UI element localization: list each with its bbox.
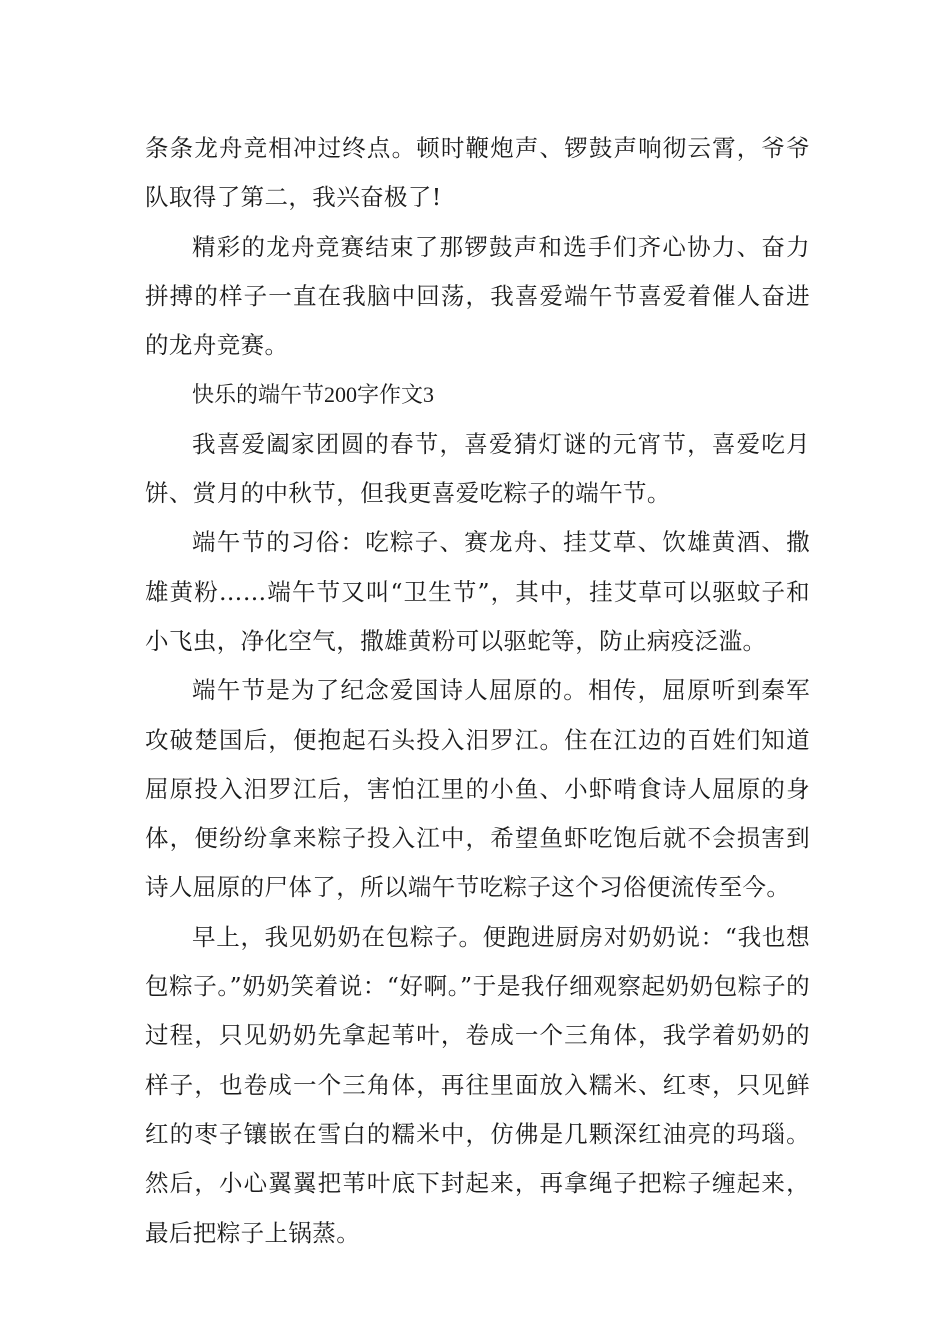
paragraph: 早上，我见奶奶在包粽子。便跑进厨房对奶奶说：“我也想包粽子。”奶奶笑着说：“好啊。”于是我仔细观察起奶奶包粽子的过程，只见奶奶先拿起苇叶，卷成一个三角体，我学着奶奶的样子，也卷成一个三角体，再往里面放入糯米、红枣，只见鲜红的枣子镶嵌在雪白的糯米中，仿佛是几颗深红油亮的玛瑙。然后，小心翼翼把苇叶底下封起来，再拿绳子把粽子缠起来，最后把粽子上锅蒸。	[145, 922, 810, 1247]
paragraph: 精彩的龙舟竞赛结束了那锣鼓声和选手们齐心协力、奋力拼搏的样子一直在我脑中回荡，我喜爱端午节喜爱着催人奋进的龙舟竞赛。	[145, 232, 810, 360]
paragraph-continuation: 条条龙舟竞相冲过终点。顿时鞭炮声、锣鼓声响彻云霄，爷爷队取得了第二，我兴奋极了!	[145, 134, 810, 212]
paragraph: 端午节是为了纪念爱国诗人屈原的。相传，屈原听到秦军攻破楚国后，便抱起石头投入汨罗江。住在江边的百姓们知道屈原投入汨罗江后，害怕江里的小鱼、小虾啃食诗人屈原的身体，便纷纷拿来粽子投入江中，希望鱼虾吃饱后就不会损害到诗人屈原的尸体了，所以端午节吃粽子这个习俗便流传至今。	[145, 676, 810, 902]
document-body	[145, 124, 810, 1258]
paragraph: 我喜爱阖家团圆的春节，喜爱猜灯谜的元宵节，喜爱吃月饼、赏月的中秋节，但我更喜爱吃粽子的端午节。	[145, 429, 810, 508]
paragraph: 端午节的习俗：吃粽子、赛龙舟、挂艾草、饮雄黄酒、撒雄黄粉……端午节又叫“卫生节”，其中，挂艾草可以驱蚊子和小飞虫，净化空气，撒雄黄粉可以驱蛇等，防止病疫泛滥。	[145, 528, 810, 655]
section-heading: 快乐的端午节200字作文3	[192, 382, 435, 408]
